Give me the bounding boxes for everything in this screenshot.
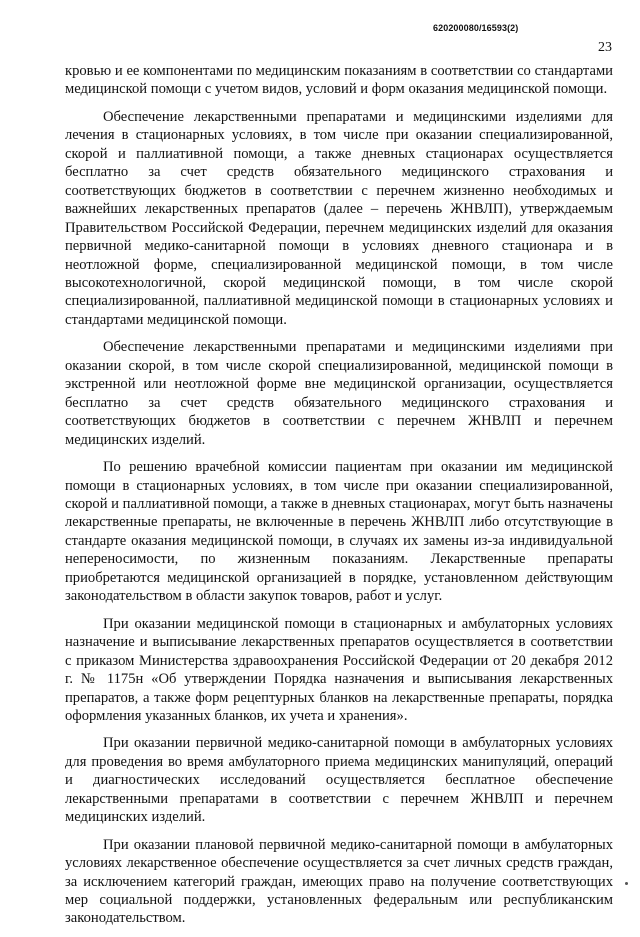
paragraph-drug-supply-inpatient: Обеспечение лекарственными препаратами и медицинскими изделиями для лечения в стационарных условиях, в том числе при оказании специализированной, скорой и паллиативной помощи, а также дневных стационарах осуществляется бесплатно за счет средств обязательного медицинского страхования и соответствующих бюджетов в соответствии с перечнем жизненно необходимых и важнейших лекарственных препаратов (далее – перечень ЖНВЛП), утверждаемым Правительством Российской Федерации, перечнем медицинских изделий для оказания первичной медико-санитарной помощи в условиях дневного стационара и в неотложной форме, специализированной медицинской помощи, в том числе высокотехнологичной, скорой медицинской помощи, в том числе скорой специализированной, паллиативной медицинской помощи в стационарных условиях и стандартами медицинской помощи. [65, 108, 613, 328]
document-id: 620200080/16593(2) [433, 23, 519, 33]
scan-speck [625, 882, 628, 885]
page-number: 23 [598, 40, 612, 55]
paragraph-drug-supply-emergency: Обеспечение лекарственными препаратами и медицинскими изделиями при оказании скорой, в том числе скорой специализированной, медицинской помощи в экстренной или неотложной форме вне медицинской организации, осуществляется бесплатно за счет средств обязательного медицинского страхования и соответствующих бюджетов в соответствии с перечнем ЖНВЛП и перечнем медицинских изделий. [65, 339, 613, 448]
paragraph-continuation: кровью и ее компонентами по медицинским показаниям в соответствии со стандартами медицинской помощи с учетом видов, условий и форм оказания медицинской помощи. [65, 63, 613, 98]
paragraph-medical-commission: По решению врачебной комиссии пациентам при оказании им медицинской помощи в стационарных условиях, в том числе при оказании специализированной, скорой и паллиативной помощи, а также в дневных стационарах, могут быть назначены лекарственные препараты, не включенные в перечень ЖНВЛП либо отсутствующие в стандарте оказания медицинской помощи, в случаях их замены из-за индивидуальной непереносимости, по жизненным показаниям. Лекарственные препараты приобретаются медицинской организацией в порядке, установленном действующим законодательством в области закупок товаров, работ и услуг. [65, 459, 613, 605]
paragraph-outpatient-manipulations: При оказании первичной медико-санитарной помощи в амбулаторных условиях для проведения во время амбулаторного приема медицинских манипуляций, операций и диагностических исследований осуществляется бесплатное обеспечение лекарственными препаратами в соответствии с перечнем ЖНВЛП и перечнем медицинских изделий. [65, 735, 613, 826]
body-text [65, 62, 613, 937]
paragraph-prescription-order: При оказании медицинской помощи в стационарных и амбулаторных условиях назначение и выписывание лекарственных препаратов осуществляется в соответствии с приказом Министерства здравоохранения Российской Федерации от 20 декабря 2012 г. № 1175н «Об утверждении Порядка назначения и выписывания лекарственных препаратов, а также форм рецептурных бланков на лекарственные препараты, порядка оформления указанных бланков, их учета и хранения». [65, 615, 613, 724]
paragraph-planned-outpatient: При оказании плановой первичной медико-санитарной помощи в амбулаторных условиях лекарственное обеспечение осуществляется за счет личных средств граждан, за исключением категорий граждан, имеющих право на получение соответствующих мер социальной поддержки, установленных федеральным или республиканским законодательством. [65, 836, 613, 927]
